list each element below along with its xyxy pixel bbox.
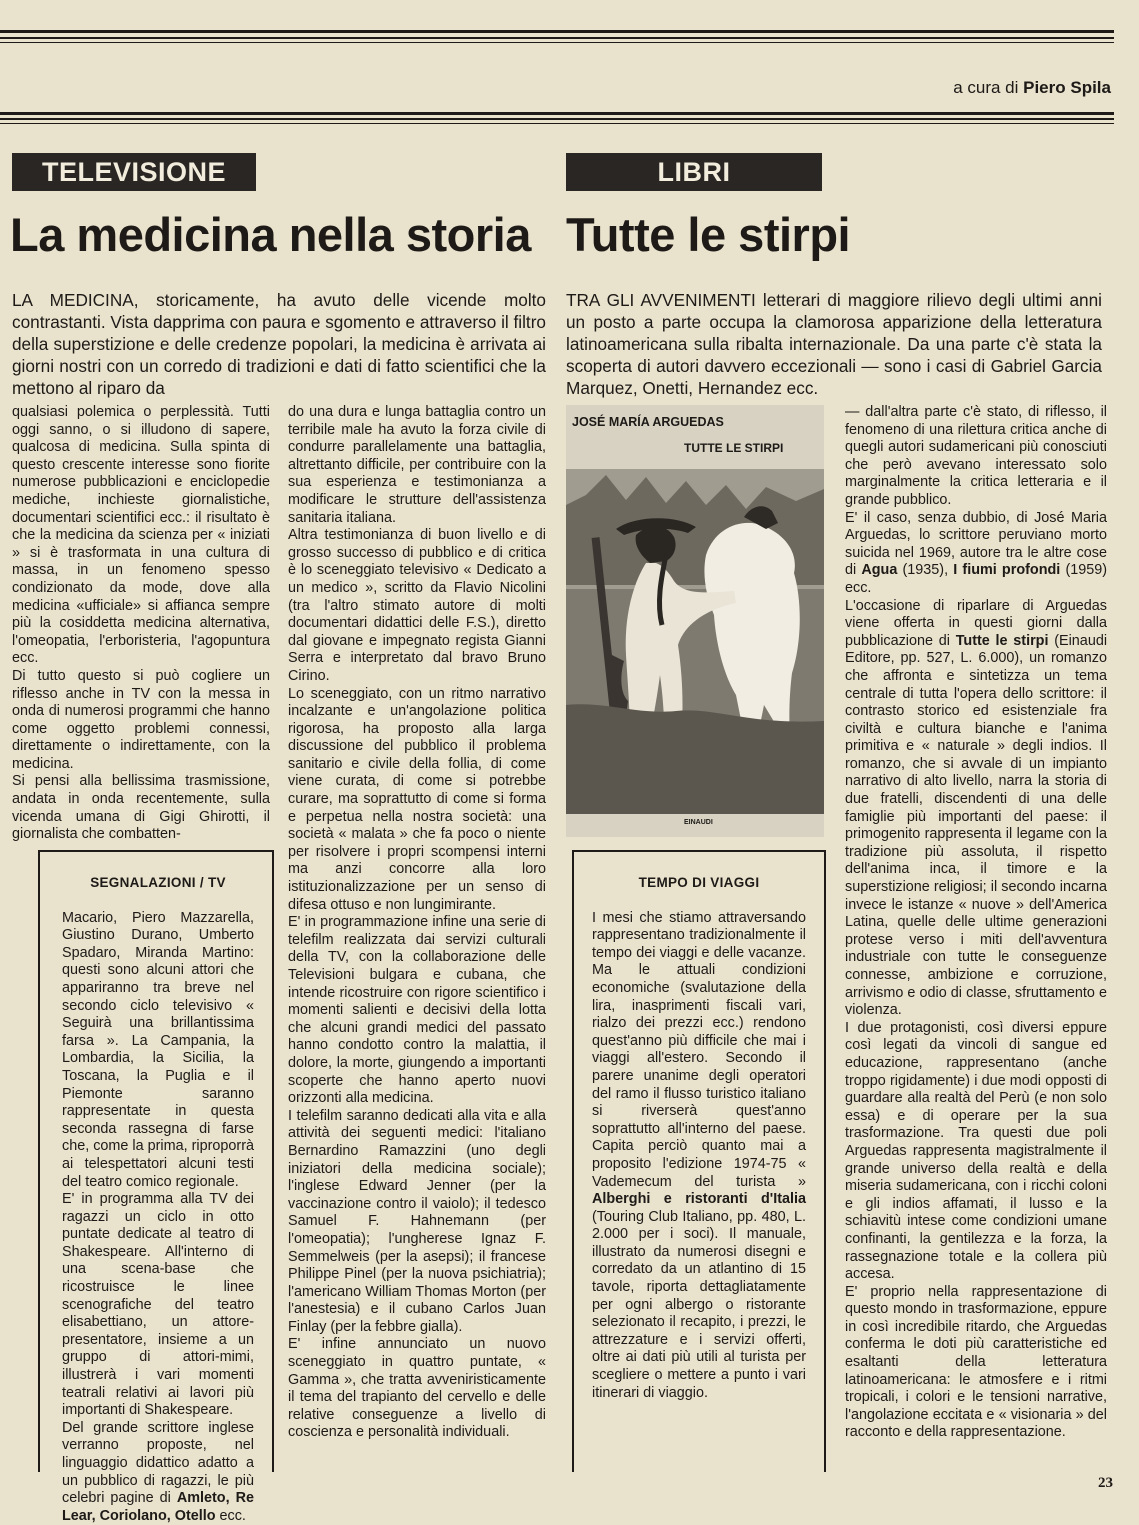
top-rule-2 [0, 37, 1114, 39]
text-run: L'occasione di riparlare di Arguedas viene offerta in questi giorni dalla pubblicazione di [845, 597, 1107, 649]
text-run: (1959) ecc. [845, 562, 1108, 596]
paragraph: Altra testimonianza di buon livello e di grosso successo di pubblico e di critica è lo sceneggiato televisivo « Dedicato a un medico », scritto da Flavio Nicolini (tra l'altro stimato autore di molti documentari didattici delle F.S.), diretto dal giovane e impegnato regista Gianni Serra e interpretato dal bravo Bruno Cirino. [288, 527, 546, 684]
section-label-televisione: TELEVISIONE [12, 153, 256, 191]
headline-stirpi: Tutte le stirpi [566, 208, 851, 261]
paragraph [845, 598, 1107, 1020]
sidebox-segnalazioni-content [62, 874, 254, 1525]
paragraph: do una dura e lunga battaglia contro un terribile male ha avuto la forza civile di condurre parallelamente una battaglia, altrettanto difficile, per contribuire con la sua esperienza e testimonianza a modificare le strutture dell'assistenza sanitaria italiana. [288, 404, 546, 526]
book-cover-image [566, 405, 824, 837]
text-run: E' il caso, senza dubbio, di José Maria Arguedas, lo scrittore peruviano morto suicida nel 1969, autore tra le altre cose di [845, 509, 1107, 579]
paragraph: E' in programma alla TV dei ragazzi un ciclo in otto puntate dedicate al teatro di Shakespeare. All'interno di una scena-base che ricostruisce le linee scenografiche del teatro elisabettiano, un attore-presentatore, insieme a un gruppo di attori-mimi, illustrerà i vari momenti teatrali relativi ai lavori più importanti di Shakespeare. [62, 1191, 254, 1419]
guide-title: Alberghi e ristoranti d'Italia [592, 1191, 806, 1208]
headline-medicina: La medicina nella storia [10, 208, 531, 261]
sidebox-tempo-di-viaggi [572, 850, 826, 1472]
paragraph: — dall'altra parte c'è stato, di riflesso, il fenomeno di una rilettura critica anche di quegli autori sudamericani più conosciuti che però avevano interessato solo marginalmente la critica letteraria e il grande pubblico. [845, 404, 1107, 508]
sidebox-viaggi-content [592, 874, 806, 1402]
page-number: 23 [1098, 1475, 1113, 1491]
column-credit [953, 78, 1111, 98]
text-run: I mesi che stiamo attraversando rappresentano tradizionalmente il tempo dei viaggi e delle vacanze. Ma le attuali condizioni economiche (svalutazione della lira, inasprimenti fiscali vari, rialzo dei prezzi ecc.) rendono quest'anno più difficile che mai i viaggi all'estero. Secondo il parere unanime degli operatori del ramo il flusso turistico italiano si riverserà quest'anno soprattutto all'interno del paese. Capita perciò quanto mai a proposito l'edizione 1974-75 « Vademecum del turista » [592, 909, 806, 1190]
lead-stirpi: TRA GLI AVVENIMENTI letterari di maggiore rilievo degli ultimi anni un posto a parte occupa la clamorosa apparizione della letteratura latinoamericana sulla ribalta internazionale. Da una parte c'è stata la scoperta di autori davvero eccezionali — sono i casi di Gabriel Garcia Marquez, Onetti, Hernandez ecc. [566, 290, 1102, 398]
left-col-1 [12, 404, 270, 844]
header-rule-2 [0, 118, 1114, 120]
paragraph: I telefilm saranno dedicati alla vita e alla attività dei seguenti medici: l'italiano Bernardino Ramazzini (uno degli iniziatori della medicina sociale); l'inglese Edward Jenner (per la vaccinazione contro il vaiolo); il tedesco Samuel F. Hahnemann (per l'omeopatia); l'ungherese Ignaz F. Semmelweis (per la asepsi); il francese Philippe Pinel (per la nuova psichiatria); l'americano William Thomas Morton (per l'anestesia) e il cubano Carlos Juan Finlay (per la febbre gialla). [288, 1107, 546, 1335]
text-run: (1935), [902, 562, 949, 579]
sidebox-title: TEMPO DI VIAGGI [638, 875, 760, 890]
paragraph: E' proprio nella rappresentazione di questo mondo in trasformazione, eppure in così incredibile ritardo, che Arguedas conferma le doti più caratteristiche ed esaltanti della letteratura latinoamericana: le atmosfere e i ritmi tropicali, i colori e le tensioni narrative, l'angolazione eccitata e « visionaria » del racconto e della rappresentazione. [845, 1283, 1107, 1441]
top-rule-3 [0, 42, 1114, 43]
sidebox-segnalazioni [38, 850, 274, 1524]
paragraph: Lo sceneggiato, con un ritmo narrativo incalzante e un'angolazione politica rigorosa, ha proposto alla larga discussione del pubblico il problema sanitario e civile della follia, di come viene curata, di come si potrebbe curare, ma soprattutto di come si forma e perpetua nella nostra società: una società « malata » che fa poco o niente per risolvere i propri scompensi interni ma anzi concorre alla loro istituzionalizzazione per un senso di difesa ottuso e non lungimirante. [288, 685, 546, 913]
paragraph [62, 1420, 254, 1525]
paragraph [592, 910, 806, 1403]
section-label-libri: LIBRI [566, 153, 822, 191]
right-col-text [845, 404, 1107, 1442]
header-rule-3 [0, 123, 1114, 124]
book-title-agua: Agua [861, 562, 898, 579]
sidebox-title: SEGNALAZIONI / TV [90, 875, 226, 890]
text-run: (Touring Club Italiano, pp. 480, L. 2.000 per i soci). Il manuale, illustrato da numerosi disegni e corredato da un atlantino di 15 tavole, riporta dettagliatamente per ogni albergo o ristorante selezionato il recapito, i prezzi, le attrezzature e i servizi offerti, oltre ai dati più utili al turista per scegliere o mettere a punto i vari itinerari di viaggio. [592, 1208, 806, 1401]
paragraph: Macario, Piero Mazzarella, Giustino Durano, Umberto Spadaro, Miranda Martino: questi sono alcuni attori che appariranno tra breve nel secondo ciclo televisivo « Seguirà una brillantissima farsa ». La Campania, la Lombardia, la Sicilia, la Toscana, la Puglia e il Piemonte saranno rappresentate in questa seconda rassegna di farse che, come la prima, riproporrà ai telespettatori alcuni testi del teatro comico regionale. [62, 909, 254, 1190]
cover-publisher: EINAUDI [684, 819, 713, 826]
header-rule-1 [0, 112, 1114, 115]
paragraph: E' infine annunciato un nuovo sceneggiato in quattro puntate, « Gamma », che tratta avveniristicamente il tema del trapianto del cervello e delle relative conseguenze a livello di coscienza e personalità individuali. [288, 1336, 546, 1441]
paragraph: Di tutto questo si può cogliere un riflesso anche in TV con la messa in onda di numerosi programmi che hanno come oggetto problemi connessi, direttamente o indirettamente, con la medicina. [12, 667, 270, 772]
text-run: ecc. [219, 1507, 246, 1524]
cover-author: JOSÉ MARÍA ARGUEDAS [572, 415, 724, 429]
text-run: (Einaudi Editore, pp. 527, L. 6.000), un romanzo che affronta e sintetizza un tema centrale di tutta l'opera dello scrittore: il contrasto storico ed esistenziale fra civiltà e cultura bianche e l'anima primitiva e « naturale » degli indios. Il romanzo, che si avvale di un impianto narrativo di alto livello, narra la storia di due fratelli, discendenti di una delle famiglie più importanti del paese: il primogenito rappresenta il legame con la tradizione più assoluta, il rispetto dell'anima inca, il timore e la superstizione religiosi; il secondo incarna invece le istanze « nuove » dell'America Latina, quelle delle ultime generazioni protese verso i miti dell'avventura industriale con tutte le conseguenze connesse, ambizione e corruzione, arrivismo e odio di classe, sfruttamento e violenza. [845, 632, 1108, 1019]
paragraph [845, 510, 1107, 598]
cover-illustration [566, 405, 824, 837]
book-title-tutte: Tutte le stirpi [955, 632, 1049, 649]
paragraph: I due protagonisti, così diversi eppure così legati da vincoli di sangue ed educazione, rappresentano (anche troppo rigidamente) i due modi opposti di guardare alla realtà del Perù (e non solo essa) e di operare per la sua trasformazione. Tra questi due poli Arguedas rappresenta magistralmente il grande universo della realtà e della miseria sudamericana, con i ricchi coloni e gli indios affamati, il lusso e la schiavitù intese come condizioni umane confinanti, la gentilezza e la forza, la rassegnazione totale e la collera più accesa. [845, 1019, 1107, 1283]
paragraph: qualsiasi polemica o perplessità. Tutti oggi sanno, o si illudono di sapere, qualcosa di medicina. Sulla spinta di questo crescente interesse sono fiorite numerose pubblicazioni e enciclopedie mediche, inchieste giornalistiche, documentari scientifici ecc.: il risultato è che la medicina da scienza per « iniziati » si è trasformata in una cultura di massa, in un fenomeno spesso condizionato da mode, dove alla medicina «ufficiale» si affianca sempre più la cosiddetta medicina alternativa, l'omeopatia, l'erboristeria, l'agopuntura ecc. [12, 404, 270, 667]
text-run: Del grande scrittore inglese verranno proposte, nel linguaggio didattico adatto a un pubblico di ragazzi, le più celebri pagine di [62, 1419, 254, 1507]
book-title-fiumi: I fiumi profondi [953, 562, 1061, 579]
lead-medicina: LA MEDICINA, storicamente, ha avuto delle vicende molto contrastanti. Vista dapprima con paura e sgomento e attraverso il filtro della superstizione e delle credenze popolari, la medicina è arrivata ai giorni nostri con un corredo di tradizioni e dati di fatto scientifici che la mettono al riparo da [12, 290, 546, 398]
credit-name: Piero Spila [1023, 78, 1111, 97]
paragraph: Si pensi alla bellissima trasmissione, andata in onda recentemente, sulla vicenda umana di Gigi Ghirotti, il giornalista che combatten- [12, 773, 270, 843]
credit-prefix: a cura di [953, 78, 1019, 97]
paragraph: E' in programmazione infine una serie di telefilm realizzata dai servizi culturali della TV, con la collaborazione delle Televisioni bulgara e cubana, che intende ricostruire con rigore scientifico i momenti salienti e decisivi della lotta che alcuni grandi medici del passato hanno condotto contro la malattia, il dolore, la morte, giungendo a importanti scoperte che hanno aperto nuovi orizzonti alla medicina. [288, 914, 546, 1107]
cover-title: TUTTE LE STIRPI [684, 441, 784, 455]
top-rule-1 [0, 30, 1114, 33]
left-col-2 [288, 404, 546, 1442]
works-list: Amleto, Re Lear, Coriolano, Otello [62, 1490, 254, 1524]
